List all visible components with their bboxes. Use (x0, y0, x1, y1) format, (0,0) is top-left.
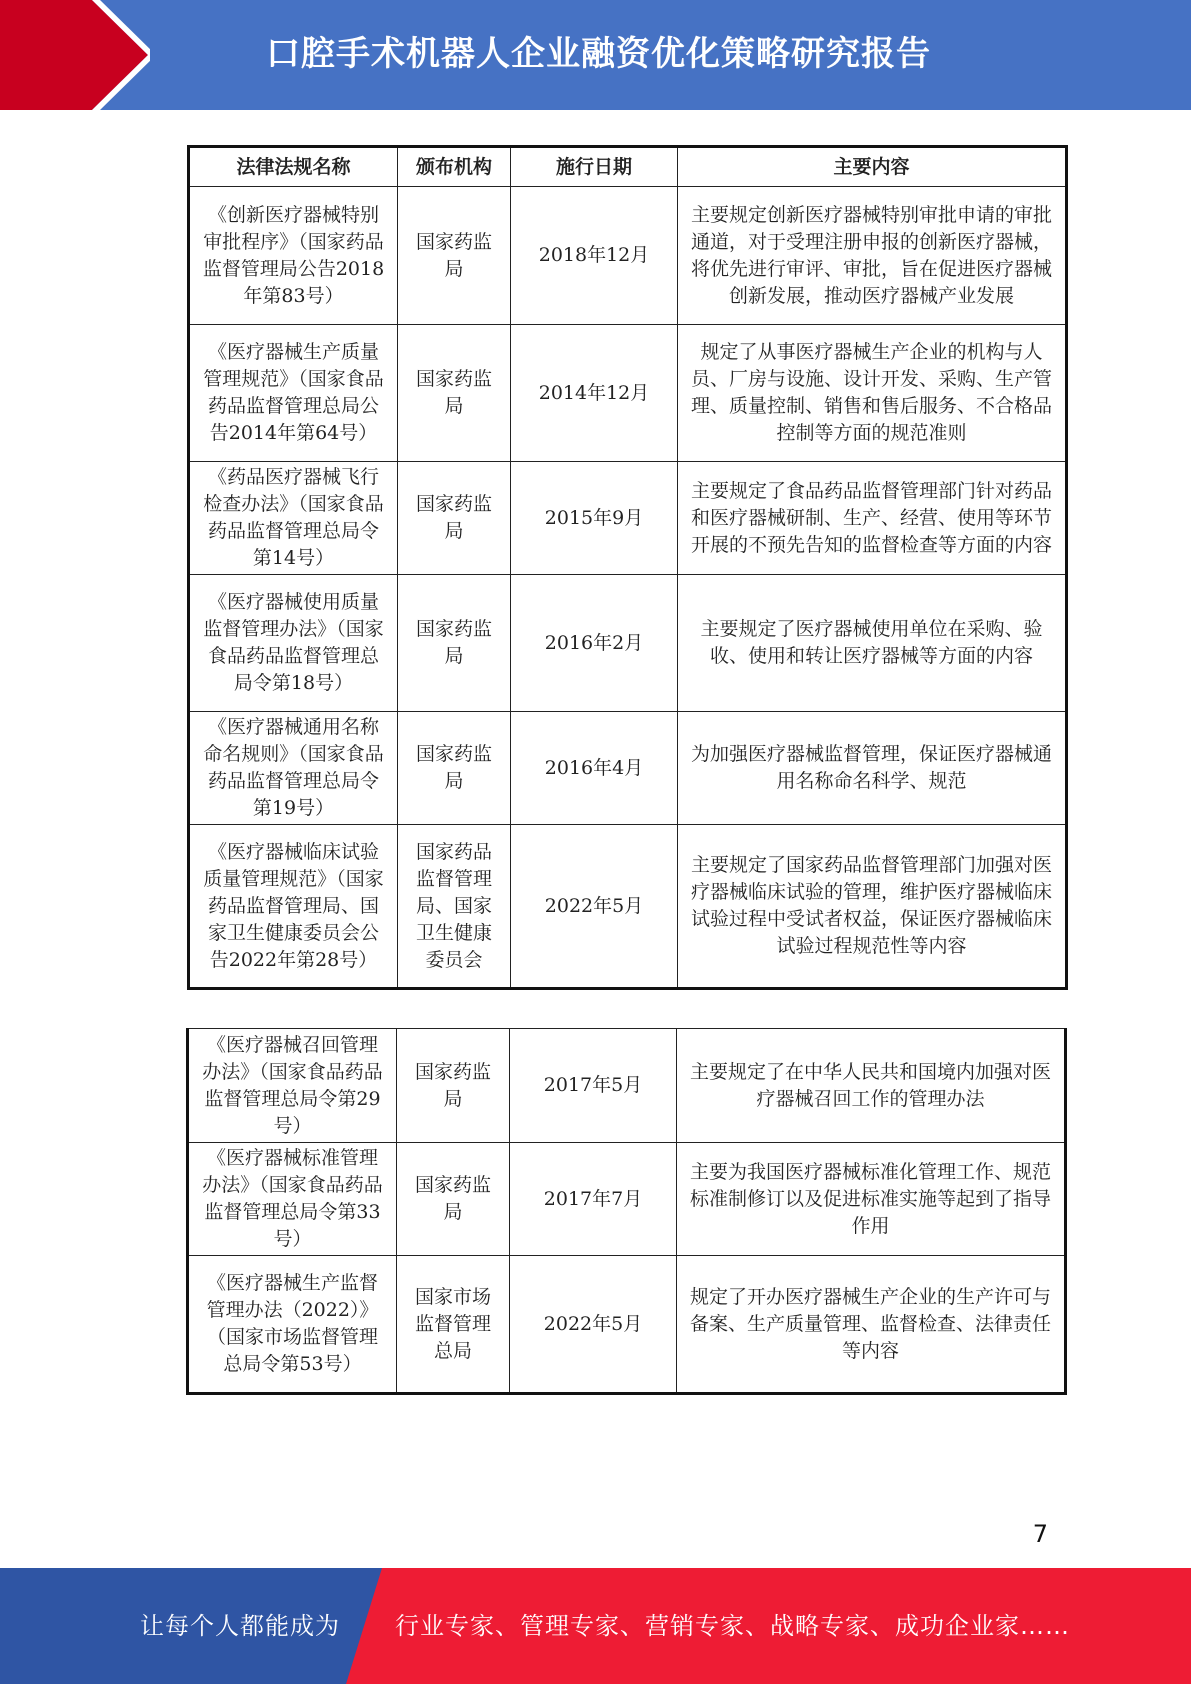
table-row (188, 1029, 1066, 1143)
law-name: 《医疗器械召回管理办法》（国家食品药品监督管理总局令第29号） (188, 1029, 397, 1143)
footer-banner (0, 1568, 1191, 1684)
law-agency: 国家药监局 (398, 325, 511, 462)
law-name: 《医疗器械生产质量管理规范》（国家食品药品监督管理总局公告2014年第64号） (189, 325, 398, 462)
table-row (189, 825, 1067, 989)
law-content: 主要规定了医疗器械使用单位在采购、验收、使用和转让医疗器械等方面的内容 (678, 575, 1067, 712)
law-agency: 国家药监局 (398, 462, 511, 575)
col-header-name: 法律法规名称 (189, 147, 398, 187)
table-row (189, 325, 1067, 462)
table-header-row (189, 147, 1067, 187)
law-content: 主要规定了食品药品监督管理部门针对药品和医疗器械研制、生产、经营、使用等环节开展的不预先告知的监督检查等方面的内容 (678, 462, 1067, 575)
footer-slogan-left: 让每个人都能成为 (140, 1612, 340, 1640)
table-row (188, 1143, 1066, 1256)
law-date: 2022年5月 (511, 825, 678, 989)
law-date: 2017年5月 (510, 1029, 677, 1143)
law-agency: 国家药监局 (397, 1143, 510, 1256)
law-agency: 国家药品监督管理局、国家卫生健康委员会 (398, 825, 511, 989)
law-name: 《医疗器械通用名称命名规则》（国家食品药品监督管理总局令第19号） (189, 712, 398, 825)
header-arrow-graphic (0, 0, 150, 110)
law-date: 2016年2月 (511, 575, 678, 712)
law-agency: 国家药监局 (398, 187, 511, 325)
regulations-table-part2 (186, 1028, 1067, 1395)
law-date: 2016年4月 (511, 712, 678, 825)
report-title: 口腔手术机器人企业融资优化策略研究报告 (266, 34, 931, 74)
regulations-table-part1 (187, 145, 1068, 990)
header-red-chevron (0, 0, 148, 110)
law-content: 为加强医疗器械监督管理，保证医疗器械通用名称命名科学、规范 (678, 712, 1067, 825)
table-row (189, 462, 1067, 575)
page-number: 7 (1032, 1520, 1048, 1548)
law-name: 《创新医疗器械特别审批程序》（国家药品监督管理局公告2018年第83号） (189, 187, 398, 325)
table-row (188, 1256, 1066, 1394)
law-name: 《医疗器械使用质量监督管理办法》（国家食品药品监督管理总局令第18号） (189, 575, 398, 712)
law-agency: 国家药监局 (397, 1029, 510, 1143)
table-row (189, 712, 1067, 825)
law-date: 2018年12月 (511, 187, 678, 325)
law-name: 《医疗器械标准管理办法》（国家食品药品监督管理总局令第33号） (188, 1143, 397, 1256)
law-agency: 国家药监局 (398, 575, 511, 712)
law-date: 2022年5月 (510, 1256, 677, 1394)
footer-slogan-right: 行业专家、管理专家、营销专家、战略专家、成功企业家…… (395, 1612, 1070, 1640)
header-banner (0, 0, 1191, 110)
law-content: 主要规定了国家药品监督管理部门加强对医疗器械临床试验的管理，维护医疗器械临床试验过程中受试者权益，保证医疗器械临床试验过程规范性等内容 (678, 825, 1067, 989)
law-date: 2014年12月 (511, 325, 678, 462)
table-row (189, 187, 1067, 325)
col-header-agency: 颁布机构 (398, 147, 511, 187)
table-row (189, 575, 1067, 712)
law-content: 规定了开办医疗器械生产企业的生产许可与备案、生产质量管理、监督检查、法律责任等内容 (677, 1256, 1066, 1394)
law-name: 《医疗器械生产监督管理办法（2022）》（国家市场监督管理总局令第53号） (188, 1256, 397, 1394)
law-date: 2015年9月 (511, 462, 678, 575)
law-agency: 国家药监局 (398, 712, 511, 825)
law-name: 《医疗器械临床试验质量管理规范》（国家药品监督管理局、国家卫生健康委员会公告2022年第28号） (189, 825, 398, 989)
col-header-date: 施行日期 (511, 147, 678, 187)
law-content: 主要规定了在中华人民共和国境内加强对医疗器械召回工作的管理办法 (677, 1029, 1066, 1143)
law-agency: 国家市场监督管理总局 (397, 1256, 510, 1394)
law-content: 规定了从事医疗器械生产企业的机构与人员、厂房与设施、设计开发、采购、生产管理、质量控制、销售和售后服务、不合格品控制等方面的规范准则 (678, 325, 1067, 462)
law-date: 2017年7月 (510, 1143, 677, 1256)
law-content: 主要为我国医疗器械标准化管理工作、规范标准制修订以及促进标准实施等起到了指导作用 (677, 1143, 1066, 1256)
law-name: 《药品医疗器械飞行检查办法》（国家食品药品监督管理总局令第14号） (189, 462, 398, 575)
law-content: 主要规定创新医疗器械特别审批申请的审批通道，对于受理注册申报的创新医疗器械，将优先进行审评、审批，旨在促进医疗器械创新发展，推动医疗器械产业发展 (678, 187, 1067, 325)
col-header-content: 主要内容 (678, 147, 1067, 187)
